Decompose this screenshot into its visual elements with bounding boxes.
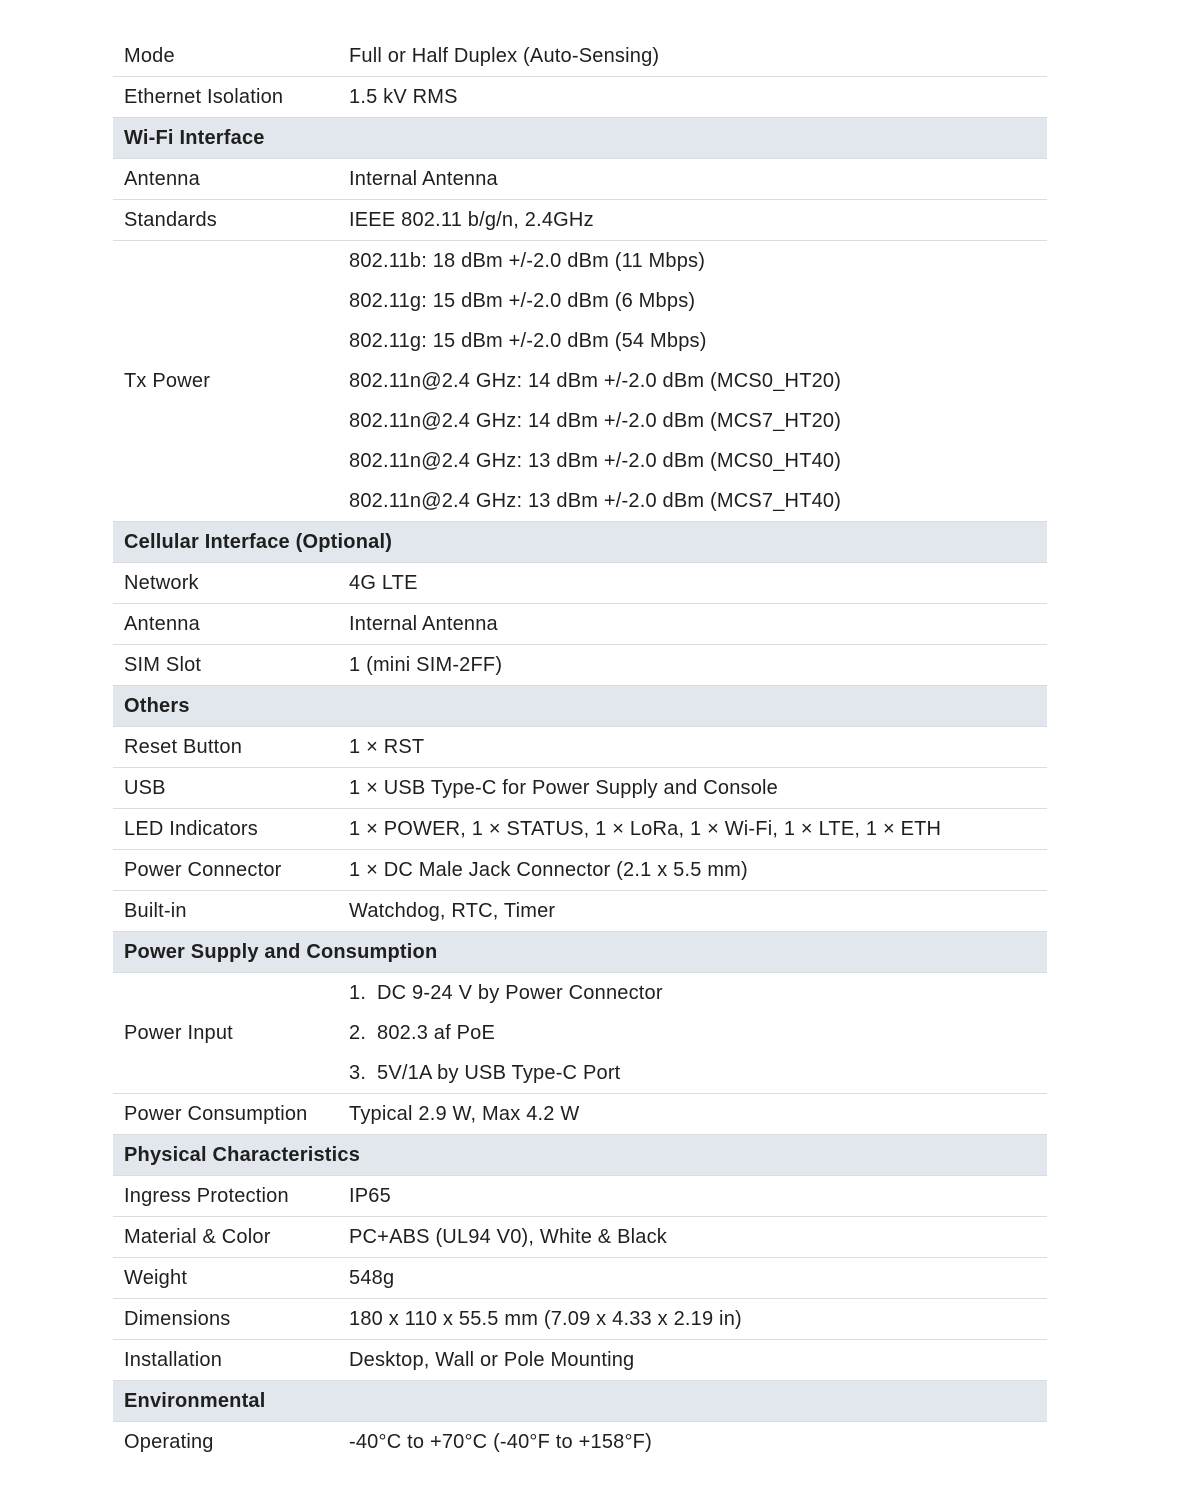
- spec-label: Standards: [113, 200, 338, 241]
- spec-table-body: [113, 36, 1047, 1462]
- spec-value: 802.11n@2.4 GHz: 14 dBm +/-2.0 dBm (MCS0_HT20): [349, 370, 842, 392]
- spec-value-cell: [338, 1094, 1047, 1135]
- section-header: [113, 522, 1047, 563]
- spec-value: Typical 2.9 W, Max 4.2 W: [349, 1103, 580, 1125]
- spec-row: [113, 241, 1047, 522]
- section-title: Power Supply and Consumption: [113, 932, 1047, 973]
- spec-row: [113, 604, 1047, 645]
- spec-label: Built-in: [113, 891, 338, 932]
- spec-row: [113, 850, 1047, 891]
- section-header: [113, 932, 1047, 973]
- spec-value-cell: [338, 645, 1047, 686]
- spec-value-cell: [338, 563, 1047, 604]
- list-item-text: DC 9-24 V by Power Connector: [377, 982, 663, 1004]
- spec-label: Network: [113, 563, 338, 604]
- spec-value: IEEE 802.11 b/g/n, 2.4GHz: [349, 209, 594, 231]
- section-title: Others: [113, 686, 1047, 727]
- spec-value: 4G LTE: [349, 572, 418, 594]
- spec-label: Antenna: [113, 604, 338, 645]
- spec-value-cell: [338, 1258, 1047, 1299]
- spec-row: [113, 891, 1047, 932]
- numbered-list-item: [349, 1013, 1047, 1053]
- spec-label: Power Input: [113, 973, 338, 1094]
- spec-value: 1 (mini SIM-2FF): [349, 654, 503, 676]
- spec-row: [113, 563, 1047, 604]
- list-item-text: 5V/1A by USB Type-C Port: [377, 1062, 621, 1084]
- list-number: 2.: [349, 1022, 367, 1044]
- spec-row: [113, 809, 1047, 850]
- spec-value-cell: [338, 77, 1047, 118]
- spec-label: Mode: [113, 36, 338, 77]
- spec-value: 1 × USB Type-C for Power Supply and Console: [349, 777, 779, 799]
- spec-value: 1 × DC Male Jack Connector (2.1 x 5.5 mm): [349, 859, 748, 881]
- spec-label: Material & Color: [113, 1217, 338, 1258]
- spec-value: Full or Half Duplex (Auto-Sensing): [349, 45, 660, 67]
- spec-row: [113, 973, 1047, 1094]
- spec-row: [113, 1422, 1047, 1463]
- spec-value-cell: [338, 973, 1047, 1094]
- spec-label: Power Consumption: [113, 1094, 338, 1135]
- spec-value: 548g: [349, 1267, 395, 1289]
- spec-row: [113, 1299, 1047, 1340]
- spec-row: [113, 1258, 1047, 1299]
- spec-value: Watchdog, RTC, Timer: [349, 900, 556, 922]
- spec-value: 802.11b: 18 dBm +/-2.0 dBm (11 Mbps): [349, 250, 706, 272]
- spec-value-cell: [338, 1176, 1047, 1217]
- spec-row: [113, 1094, 1047, 1135]
- spec-row: [113, 1340, 1047, 1381]
- section-header: [113, 1135, 1047, 1176]
- spec-value: 1 × RST: [349, 736, 425, 758]
- spec-label: USB: [113, 768, 338, 809]
- spec-value-cell: [338, 1422, 1047, 1463]
- spec-value-cell: [338, 1217, 1047, 1258]
- numbered-list-item: [349, 973, 1047, 1013]
- spec-value: 1.5 kV RMS: [349, 86, 458, 108]
- spec-value-cell: [338, 809, 1047, 850]
- spec-value-cell: [338, 159, 1047, 200]
- list-number: 3.: [349, 1062, 367, 1084]
- spec-label: Reset Button: [113, 727, 338, 768]
- section-title: Environmental: [113, 1381, 1047, 1422]
- spec-value: -40°C to +70°C (-40°F to +158°F): [349, 1431, 652, 1453]
- section-title: Cellular Interface (Optional): [113, 522, 1047, 563]
- spec-value-cell: [338, 604, 1047, 645]
- spec-value-cell: [338, 241, 1047, 522]
- spec-value-cell: [338, 850, 1047, 891]
- spec-label: Ethernet Isolation: [113, 77, 338, 118]
- spec-value-cell: [338, 200, 1047, 241]
- spec-value: 802.11n@2.4 GHz: 13 dBm +/-2.0 dBm (MCS7_HT40): [349, 490, 842, 512]
- spec-value-cell: [338, 891, 1047, 932]
- numbered-list-item: [349, 1053, 1047, 1093]
- section-header: [113, 1381, 1047, 1422]
- spec-value: 1 × POWER, 1 × STATUS, 1 × LoRa, 1 × Wi-Fi, 1 × LTE, 1 × ETH: [349, 818, 942, 840]
- spec-value-cell: [338, 1340, 1047, 1381]
- spec-label: Operating: [124, 1430, 214, 1453]
- spec-value: 180 x 110 x 55.5 mm (7.09 x 4.33 x 2.19 in): [349, 1308, 742, 1330]
- spec-row: [113, 768, 1047, 809]
- spec-label: Ingress Protection: [113, 1176, 338, 1217]
- spec-value: 802.11n@2.4 GHz: 13 dBm +/-2.0 dBm (MCS0_HT40): [349, 450, 842, 472]
- spec-row: [113, 1176, 1047, 1217]
- spec-value: 802.11g: 15 dBm +/-2.0 dBm (6 Mbps): [349, 290, 696, 312]
- spec-value: Desktop, Wall or Pole Mounting: [349, 1349, 635, 1371]
- spec-value: Internal Antenna: [349, 613, 498, 635]
- spec-value-cell: [338, 768, 1047, 809]
- list-item-text: 802.3 af PoE: [377, 1022, 496, 1044]
- spec-label: Weight: [113, 1258, 338, 1299]
- spec-row: [113, 77, 1047, 118]
- spec-row: [113, 159, 1047, 200]
- spec-value: Internal Antenna: [349, 168, 498, 190]
- spec-row: [113, 645, 1047, 686]
- spec-value: PC+ABS (UL94 V0), White & Black: [349, 1226, 667, 1248]
- spec-label: Tx Power: [113, 241, 338, 522]
- spec-row: [113, 200, 1047, 241]
- spec-value: IP65: [349, 1185, 391, 1207]
- spec-row: [113, 1217, 1047, 1258]
- spec-label: LED Indicators: [113, 809, 338, 850]
- spec-value-cell: [338, 727, 1047, 768]
- spec-value: 802.11n@2.4 GHz: 14 dBm +/-2.0 dBm (MCS7_HT20): [349, 410, 842, 432]
- spec-label: Antenna: [113, 159, 338, 200]
- spec-value-cell: [338, 36, 1047, 77]
- spec-table: [113, 36, 1047, 1462]
- section-title: Physical Characteristics: [113, 1135, 1047, 1176]
- spec-label: SIM Slot: [113, 645, 338, 686]
- spec-label: Installation: [113, 1340, 338, 1381]
- spec-row: [113, 36, 1047, 77]
- spec-value-cell: [338, 1299, 1047, 1340]
- list-number: 1.: [349, 982, 367, 1004]
- section-title: Wi-Fi Interface: [113, 118, 1047, 159]
- spec-label: Dimensions: [113, 1299, 338, 1340]
- section-header: [113, 686, 1047, 727]
- spec-value: 802.11g: 15 dBm +/-2.0 dBm (54 Mbps): [349, 330, 707, 352]
- spec-label: Power Connector: [113, 850, 338, 891]
- section-header: [113, 118, 1047, 159]
- spec-row: [113, 727, 1047, 768]
